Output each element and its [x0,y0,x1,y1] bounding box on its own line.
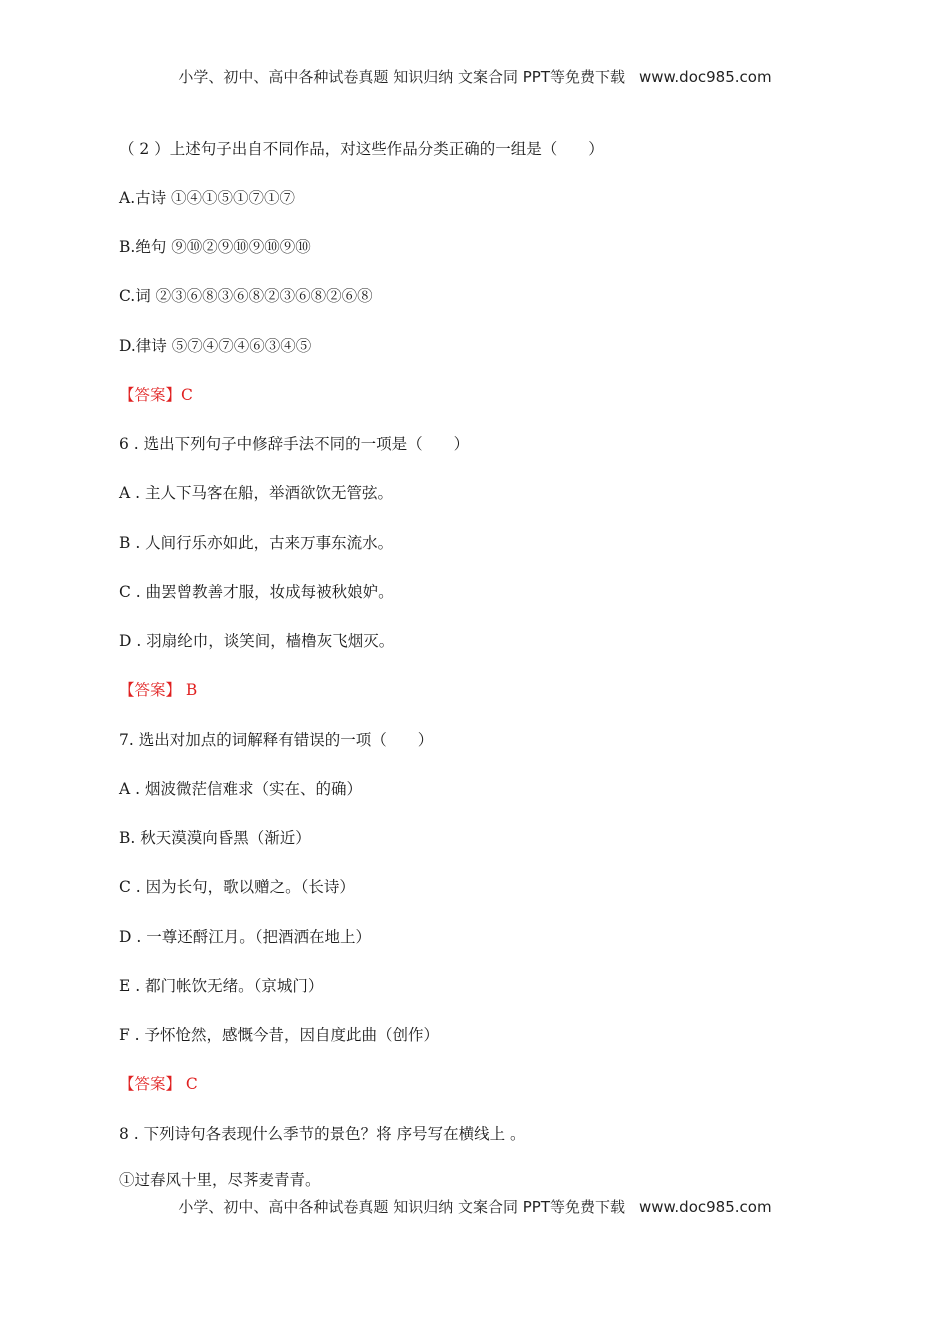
header-text: 小学、初中、高中各种试卷真题 知识归纳 文案合同 PPT等免费下载 [178,68,625,86]
header-site-link[interactable]: www.doc985.com [638,68,772,86]
option-5-c: C.词 ②③⑥⑧③⑥⑧②③⑥⑧②⑥⑧ [119,287,373,305]
option-6-a: A . 主人下马客在船，举酒欲饮无管弦。 [119,484,393,502]
footer-text: 小学、初中、高中各种试卷真题 知识归纳 文案合同 PPT等免费下载 [178,1198,625,1216]
header-banner [0,66,950,87]
question-5-2: （ 2 ）上述句子出自不同作品，对这些作品分类正确的一组是（ ） [119,140,604,158]
option-7-e: E . 都门帐饮无绪。（京城门） [119,977,324,995]
answer-5: 【答案】C [119,386,193,404]
footer-site-link[interactable]: www.doc985.com [638,1198,772,1216]
option-6-c: C . 曲罢曾教善才服，妆成每被秋娘妒。 [119,583,394,601]
option-7-b: B. 秋天漠漠向昏黑（渐近） [119,829,311,847]
option-5-a: A.古诗 ①④①⑤①⑦①⑦ [119,189,296,207]
answer-6: 【答案】 B [119,681,198,699]
option-5-b: B.绝句 ⑨⑩②⑨⑩⑨⑩⑨⑩ [119,238,311,256]
question-8: 8 . 下列诗句各表现什么季节的景色？将 序号写在横线上 。 [119,1125,526,1143]
poem-line-8-1: ①过春风十里，尽荠麦青青。 [119,1171,321,1189]
question-6: 6 . 选出下列句子中修辞手法不同的一项是（ ） [119,435,470,453]
footer-banner [0,1196,950,1217]
option-7-f: F . 予怀怆然，感慨今昔，因自度此曲（创作） [119,1026,440,1044]
option-6-b: B . 人间行乐亦如此，古来万事东流水。 [119,534,394,552]
option-7-d: D . 一尊还酹江月。（把酒洒在地上） [119,928,371,946]
option-7-c: C . 因为长句，歌以赠之。（长诗） [119,878,355,896]
option-5-d: D.律诗 ⑤⑦④⑦④⑥③④⑤ [119,337,312,355]
question-7: 7. 选出对加点的词解释有错误的一项（ ） [119,731,434,749]
answer-7: 【答案】 C [119,1075,198,1093]
option-7-a: A . 烟波微茫信难求（实在、的确） [119,780,362,798]
option-6-d: D . 羽扇纶巾，谈笑间，樯橹灰飞烟灭。 [119,632,395,650]
